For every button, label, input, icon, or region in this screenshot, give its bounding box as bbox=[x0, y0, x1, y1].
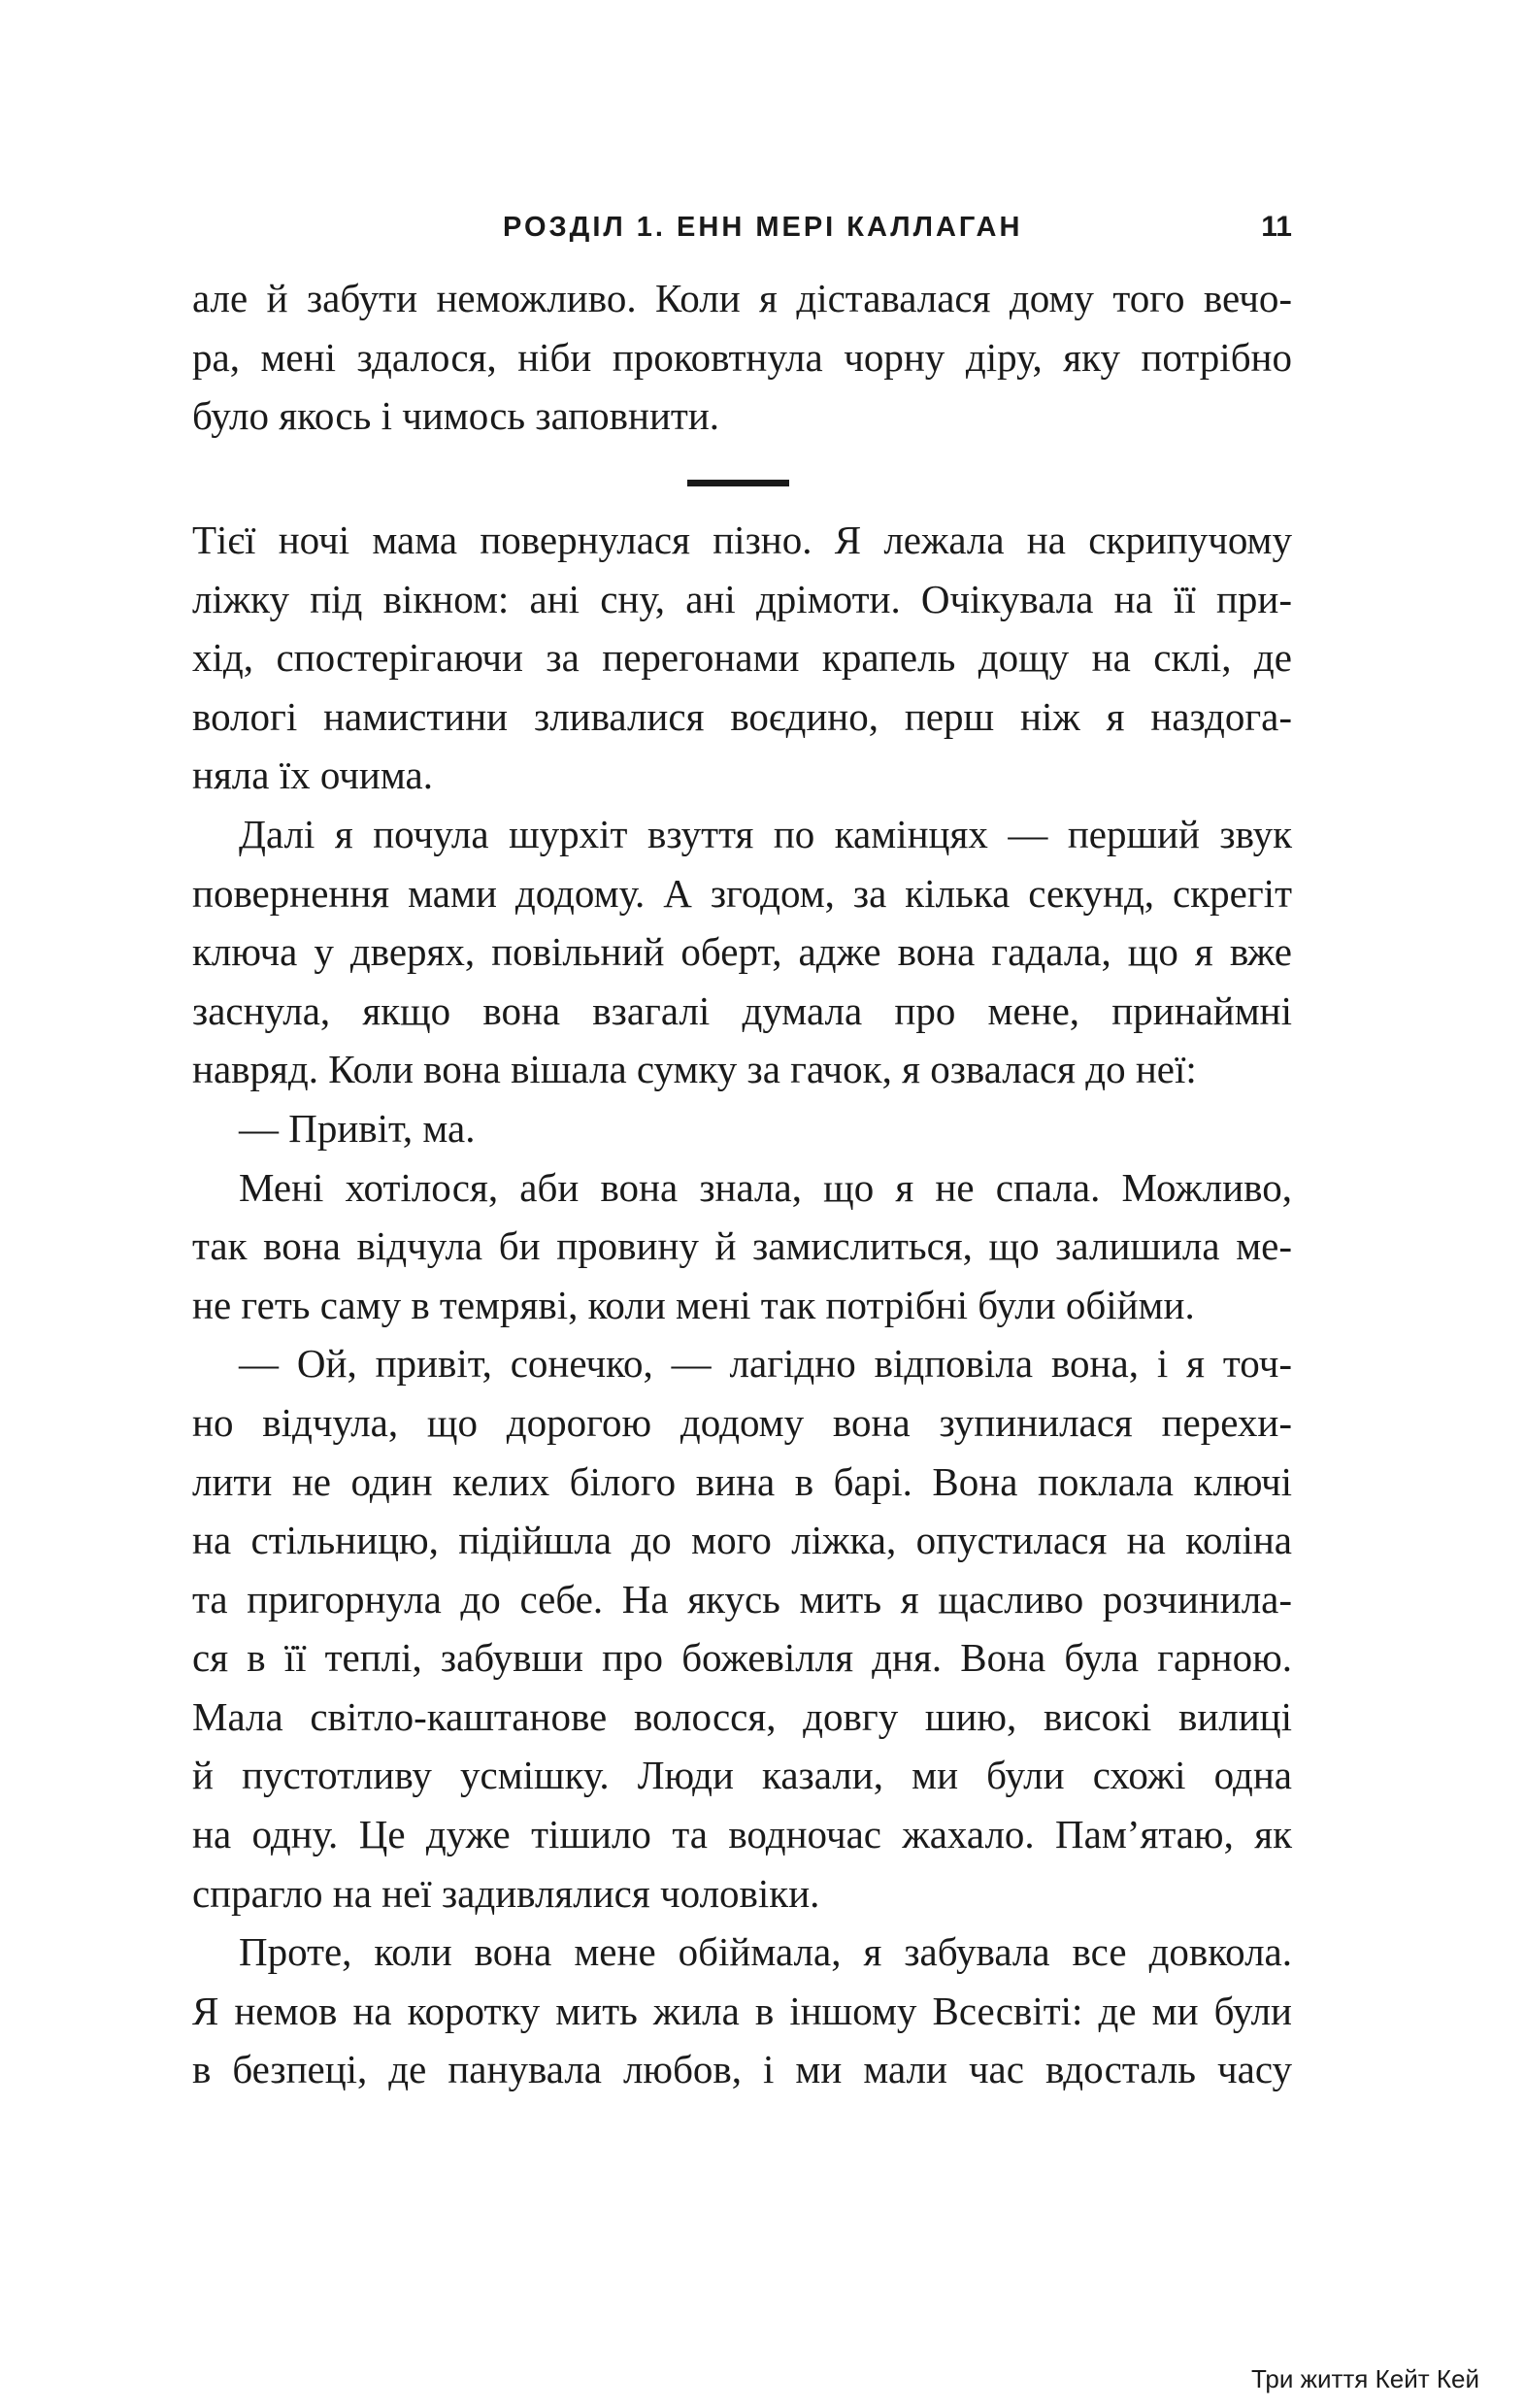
book-title-footer: Три життя Кейт Кей bbox=[1250, 2364, 1479, 2393]
text-line: ра, мені здалося, ніби проковтнула чорну діру, яку потрібно bbox=[192, 334, 1292, 380]
text-line: на одну. Це дуже тішило та водночас жахало. Пам’ятаю, як bbox=[192, 1812, 1292, 1857]
text-line: ключа у дверях, повільний оберт, адже вона гадала, що я вже bbox=[192, 929, 1292, 975]
text-line: ся в її теплі, забувши про божевілля дня. Вона була гарною. bbox=[192, 1635, 1292, 1681]
running-head bbox=[192, 200, 1292, 254]
text-line: Мала світло-каштанове волосся, довгу шию, високі вилиці bbox=[192, 1693, 1292, 1739]
running-title: РОЗДІЛ 1. ЕНН МЕРІ КАЛЛАГАН bbox=[503, 212, 1023, 243]
text-line: — Привіт, ма. bbox=[239, 1105, 476, 1151]
text-line: лити не один келих білого вина в барі. Вона поклала ключі bbox=[192, 1458, 1292, 1504]
text-line: но відчула, що дорогою додому вона зупинилася перехи- bbox=[192, 1399, 1292, 1445]
text-line: навряд. Коли вона вішала сумку за гачок, я озвалася до неї: bbox=[192, 1047, 1197, 1092]
text-line: Далі я почула шурхіт взуття по камінцях — перший звук bbox=[239, 811, 1292, 856]
text-line: не геть саму в темряві, коли мені так потрібні були обійми. bbox=[192, 1282, 1195, 1327]
page-number: 11 bbox=[1261, 211, 1292, 243]
text-line: Мені хотілося, аби вона знала, що я не спала. Можливо, bbox=[239, 1164, 1292, 1210]
text-line: — Ой, привіт, сонечко, — лагідно відповіла вона, і я точ- bbox=[239, 1341, 1292, 1387]
text-line: спрагло на неї задивлялися чоловіки. bbox=[192, 1870, 820, 1916]
section-separator bbox=[687, 480, 789, 486]
section-1-text bbox=[192, 269, 1292, 446]
text-line: ліжку під вікном: ані сну, ані дрімоти. Очікувала на її при- bbox=[192, 576, 1292, 621]
text-line: на стільницю, підійшла до мого ліжка, опустилася на коліна bbox=[192, 1518, 1292, 1563]
text-line: вологі намистини зливалися воєдино, перш ніж я наздога- bbox=[192, 693, 1292, 739]
text-line: в безпеці, де панувала любов, і ми мали час вдосталь часу bbox=[192, 2047, 1292, 2092]
text-line: няла їх очима. bbox=[192, 752, 433, 798]
text-line: але й забути неможливо. Коли я діставалася дому того вечо- bbox=[192, 276, 1292, 320]
text-line: й пустотливу усмішку. Люди казали, ми були схожі одна bbox=[192, 1753, 1292, 1798]
text-line: так вона відчула би провину й замислиться, що залишила ме- bbox=[192, 1223, 1292, 1269]
text-line: хід, спостерігаючи за перегонами крапель дощу на склі, де bbox=[192, 635, 1292, 681]
text-line: заснула, якщо вона взагалі думала про мене, принаймні bbox=[192, 987, 1292, 1033]
text-line: Тієї ночі мама повернулася пізно. Я лежала на скрипучому bbox=[192, 518, 1292, 562]
text-line: Я немов на коротку мить жила в іншому Всесвіті: де ми були bbox=[192, 1988, 1292, 2033]
text-line: та пригорнула до себе. На якусь мить я щасливо розчинила- bbox=[192, 1576, 1292, 1622]
section-2-text bbox=[192, 511, 1292, 2099]
text-line: Проте, коли вона мене обіймала, я забувала все довкола. bbox=[239, 1929, 1292, 1975]
text-line: було якось і чимось заповнити. bbox=[192, 393, 720, 439]
text-line: повернення мами додому. А згодом, за кілька секунд, скрегіт bbox=[192, 870, 1292, 916]
